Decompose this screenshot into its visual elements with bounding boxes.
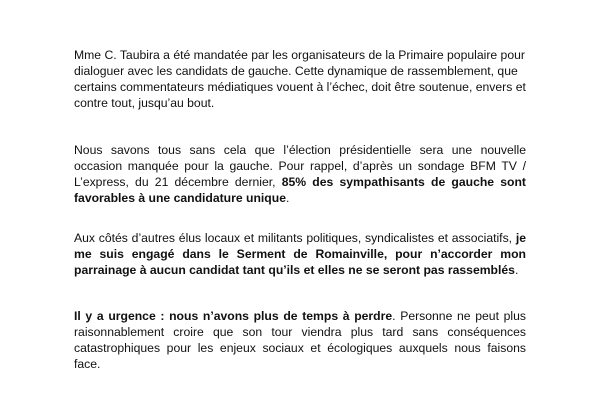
paragraph-emphasis: je me suis engagé dans le Serment de Romainville, pour n’accorder mon parrainage à aucun candidat tant qu’ils et elles ne se seront pas rassemblés <box>74 231 526 277</box>
paragraph-text: Nous savons tous sans cela que l’élection présidentielle sera une nouvelle occasion manquée pour la gauche. Pour rappel, d’après un sondage BFM TV / L’express, du 21 décembre dernier, <box>74 143 526 189</box>
paragraph-primaire-populaire <box>74 47 526 111</box>
paragraph-text: . Personne ne peut plus raisonnablement croire que son tour viendra plus tard sans conséquences catastrophiques pour les enjeux sociaux et écologiques auxquels nous faisons face. <box>74 309 526 371</box>
paragraph-sondage <box>74 142 526 206</box>
paragraph-text: Aux côtés d’autres élus locaux et militants politiques, syndicalistes et associatifs, <box>74 231 516 245</box>
paragraph-emphasis: 85% des sympathisants de gauche sont favorables à une candidature unique <box>74 175 526 205</box>
paragraph-emphasis: Il y a urgence : nous n’avons plus de temps à perdre <box>74 309 393 323</box>
paragraph-text: Mme C. Taubira a été mandatée par les organisateurs de la Primaire populaire pour dialoguer avec les candidats de gauche. Cette dynamique de rassemblement, que certains commentateurs médiatiques vouent à l’échec, doit être soutenue, envers et contre tout, jusqu’au bout. <box>74 48 526 110</box>
paragraph-text: . <box>514 263 519 277</box>
paragraph-serment <box>74 230 526 278</box>
paragraph-text: . <box>285 191 290 205</box>
paragraph-urgence <box>74 308 526 372</box>
